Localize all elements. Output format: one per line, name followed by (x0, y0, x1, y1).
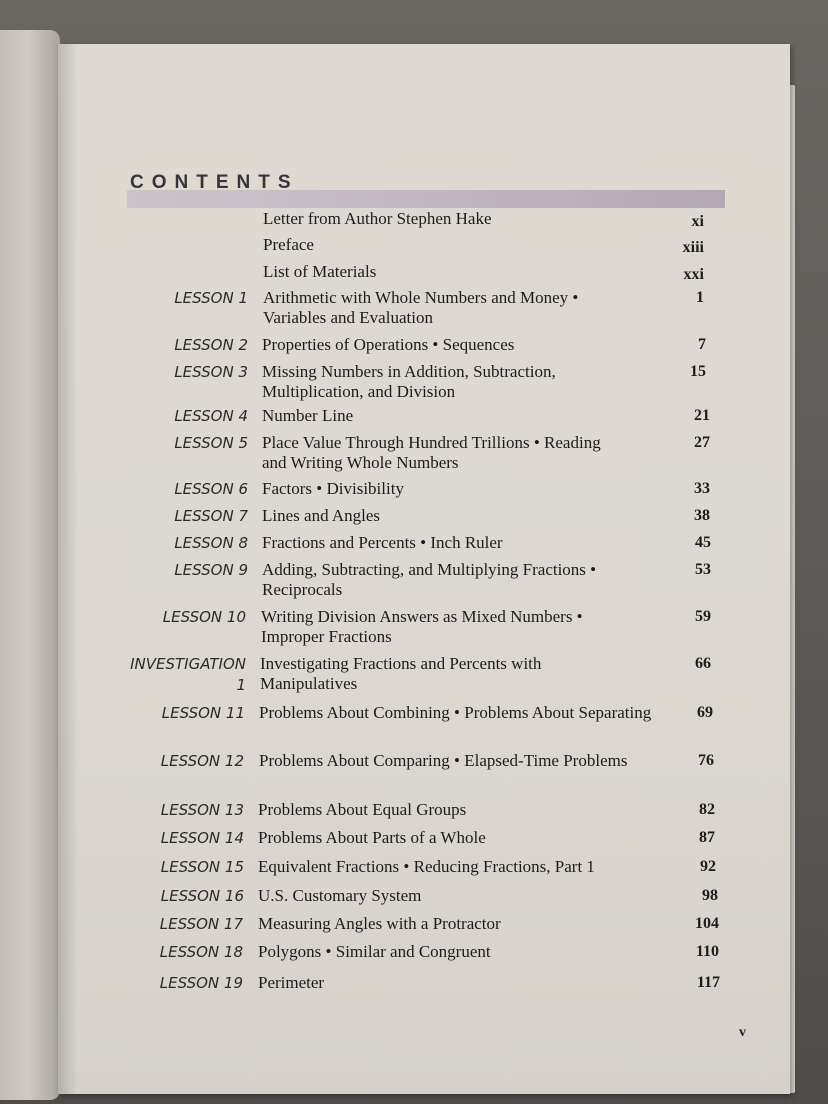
entry-page-number: 69 (697, 704, 713, 721)
entry-title: Problems About Comparing • Elapsed-Time Problems (259, 751, 628, 770)
entry-label: LESSON 14 (160, 829, 244, 847)
entry-page-number: 38 (694, 507, 710, 524)
entry-label: LESSON 5 (174, 434, 248, 452)
entry-page-number: 33 (694, 480, 710, 497)
entry-title: Fractions and Percents • Inch Ruler (262, 533, 503, 552)
entry-page-number: 45 (695, 534, 711, 551)
entry-label: LESSON 2 (174, 336, 248, 354)
page-number: v (739, 1025, 746, 1040)
entry-title: Lines and Angles (262, 506, 381, 525)
entry-label: LESSON 8 (174, 534, 248, 552)
entry-label: LESSON 15 (160, 858, 244, 876)
entry-title: Problems About Parts of a Whole (258, 828, 486, 847)
entry-page-number: 21 (694, 407, 710, 424)
entry-title: Number Line (262, 406, 354, 425)
entry-label: LESSON 6 (174, 480, 248, 498)
entry-label: LESSON 10 (162, 608, 246, 626)
entry-label: LESSON 13 (160, 801, 244, 819)
entry-title: Arithmetic with Whole Numbers and Money • Variables and Evaluation (263, 288, 579, 327)
entry-label: LESSON 4 (174, 407, 248, 425)
entry-page-number: 76 (698, 752, 714, 769)
entry-page-number: 92 (700, 858, 716, 875)
entry-title: Adding, Subtracting, and Multiplying Fractions • Reciprocals (262, 560, 597, 599)
entry-title: Place Value Through Hundred Trillions • Reading and Writing Whole Numbers (262, 433, 601, 472)
entry-page-number: 7 (698, 336, 706, 353)
entry-title: Problems About Combining • Problems About Separating (259, 703, 652, 722)
entry-title: Writing Division Answers as Mixed Numbers • Improper Fractions (261, 607, 583, 646)
entry-title: Measuring Angles with a Protractor (258, 914, 501, 933)
entry-page-number: 59 (695, 608, 711, 625)
entry-label: LESSON 18 (159, 943, 243, 961)
entry-page-number: 98 (702, 887, 718, 904)
entry-page-number: 104 (695, 915, 719, 932)
entry-page-number: xi (691, 213, 704, 230)
entry-title: Problems About Equal Groups (258, 800, 467, 819)
entry-title: Perimeter (258, 973, 325, 992)
entry-label: LESSON 19 (159, 974, 243, 992)
entry-page-number: 82 (699, 801, 715, 818)
entry-label: LESSON 16 (160, 887, 244, 905)
entry-label: LESSON 1 (174, 289, 248, 307)
entry-page-number: xiii (682, 239, 704, 256)
entry-page-number: 87 (699, 829, 715, 846)
entry-label: INVESTIGATION 1 (130, 655, 246, 694)
entry-label: LESSON 11 (161, 704, 245, 722)
entry-label: LESSON 9 (174, 561, 248, 579)
entry-page-number: 53 (695, 561, 711, 578)
entry-page-number: 1 (696, 289, 704, 306)
entry-title: List of Materials (263, 262, 377, 281)
entry-label: LESSON 12 (160, 752, 244, 770)
entry-label: LESSON 3 (174, 363, 248, 381)
contents-heading: CONTENTS (130, 172, 299, 193)
entry-title: Polygons • Similar and Congruent (258, 942, 491, 961)
entry-title: Factors • Divisibility (262, 479, 404, 498)
entry-title: Equivalent Fractions • Reducing Fractions, Part 1 (258, 857, 595, 876)
entry-title: Investigating Fractions and Percents with Manipulatives (260, 654, 542, 693)
entry-title: U.S. Customary System (258, 886, 422, 905)
entry-title: Preface (263, 235, 314, 254)
entry-page-number: 117 (696, 974, 720, 991)
entry-page-number: 15 (690, 363, 706, 380)
entry-title: Letter from Author Stephen Hake (263, 209, 492, 228)
entry-title: Missing Numbers in Addition, Subtraction, Multiplication, and Division (262, 362, 556, 401)
entry-page-number: 110 (695, 943, 719, 960)
entry-label: LESSON 17 (159, 915, 243, 933)
entry-page-number: 27 (694, 434, 710, 451)
entry-label: LESSON 7 (174, 507, 248, 525)
entry-title: Properties of Operations • Sequences (262, 335, 515, 354)
entry-page-number: 66 (695, 655, 711, 672)
entry-page-number: xxi (683, 266, 704, 283)
